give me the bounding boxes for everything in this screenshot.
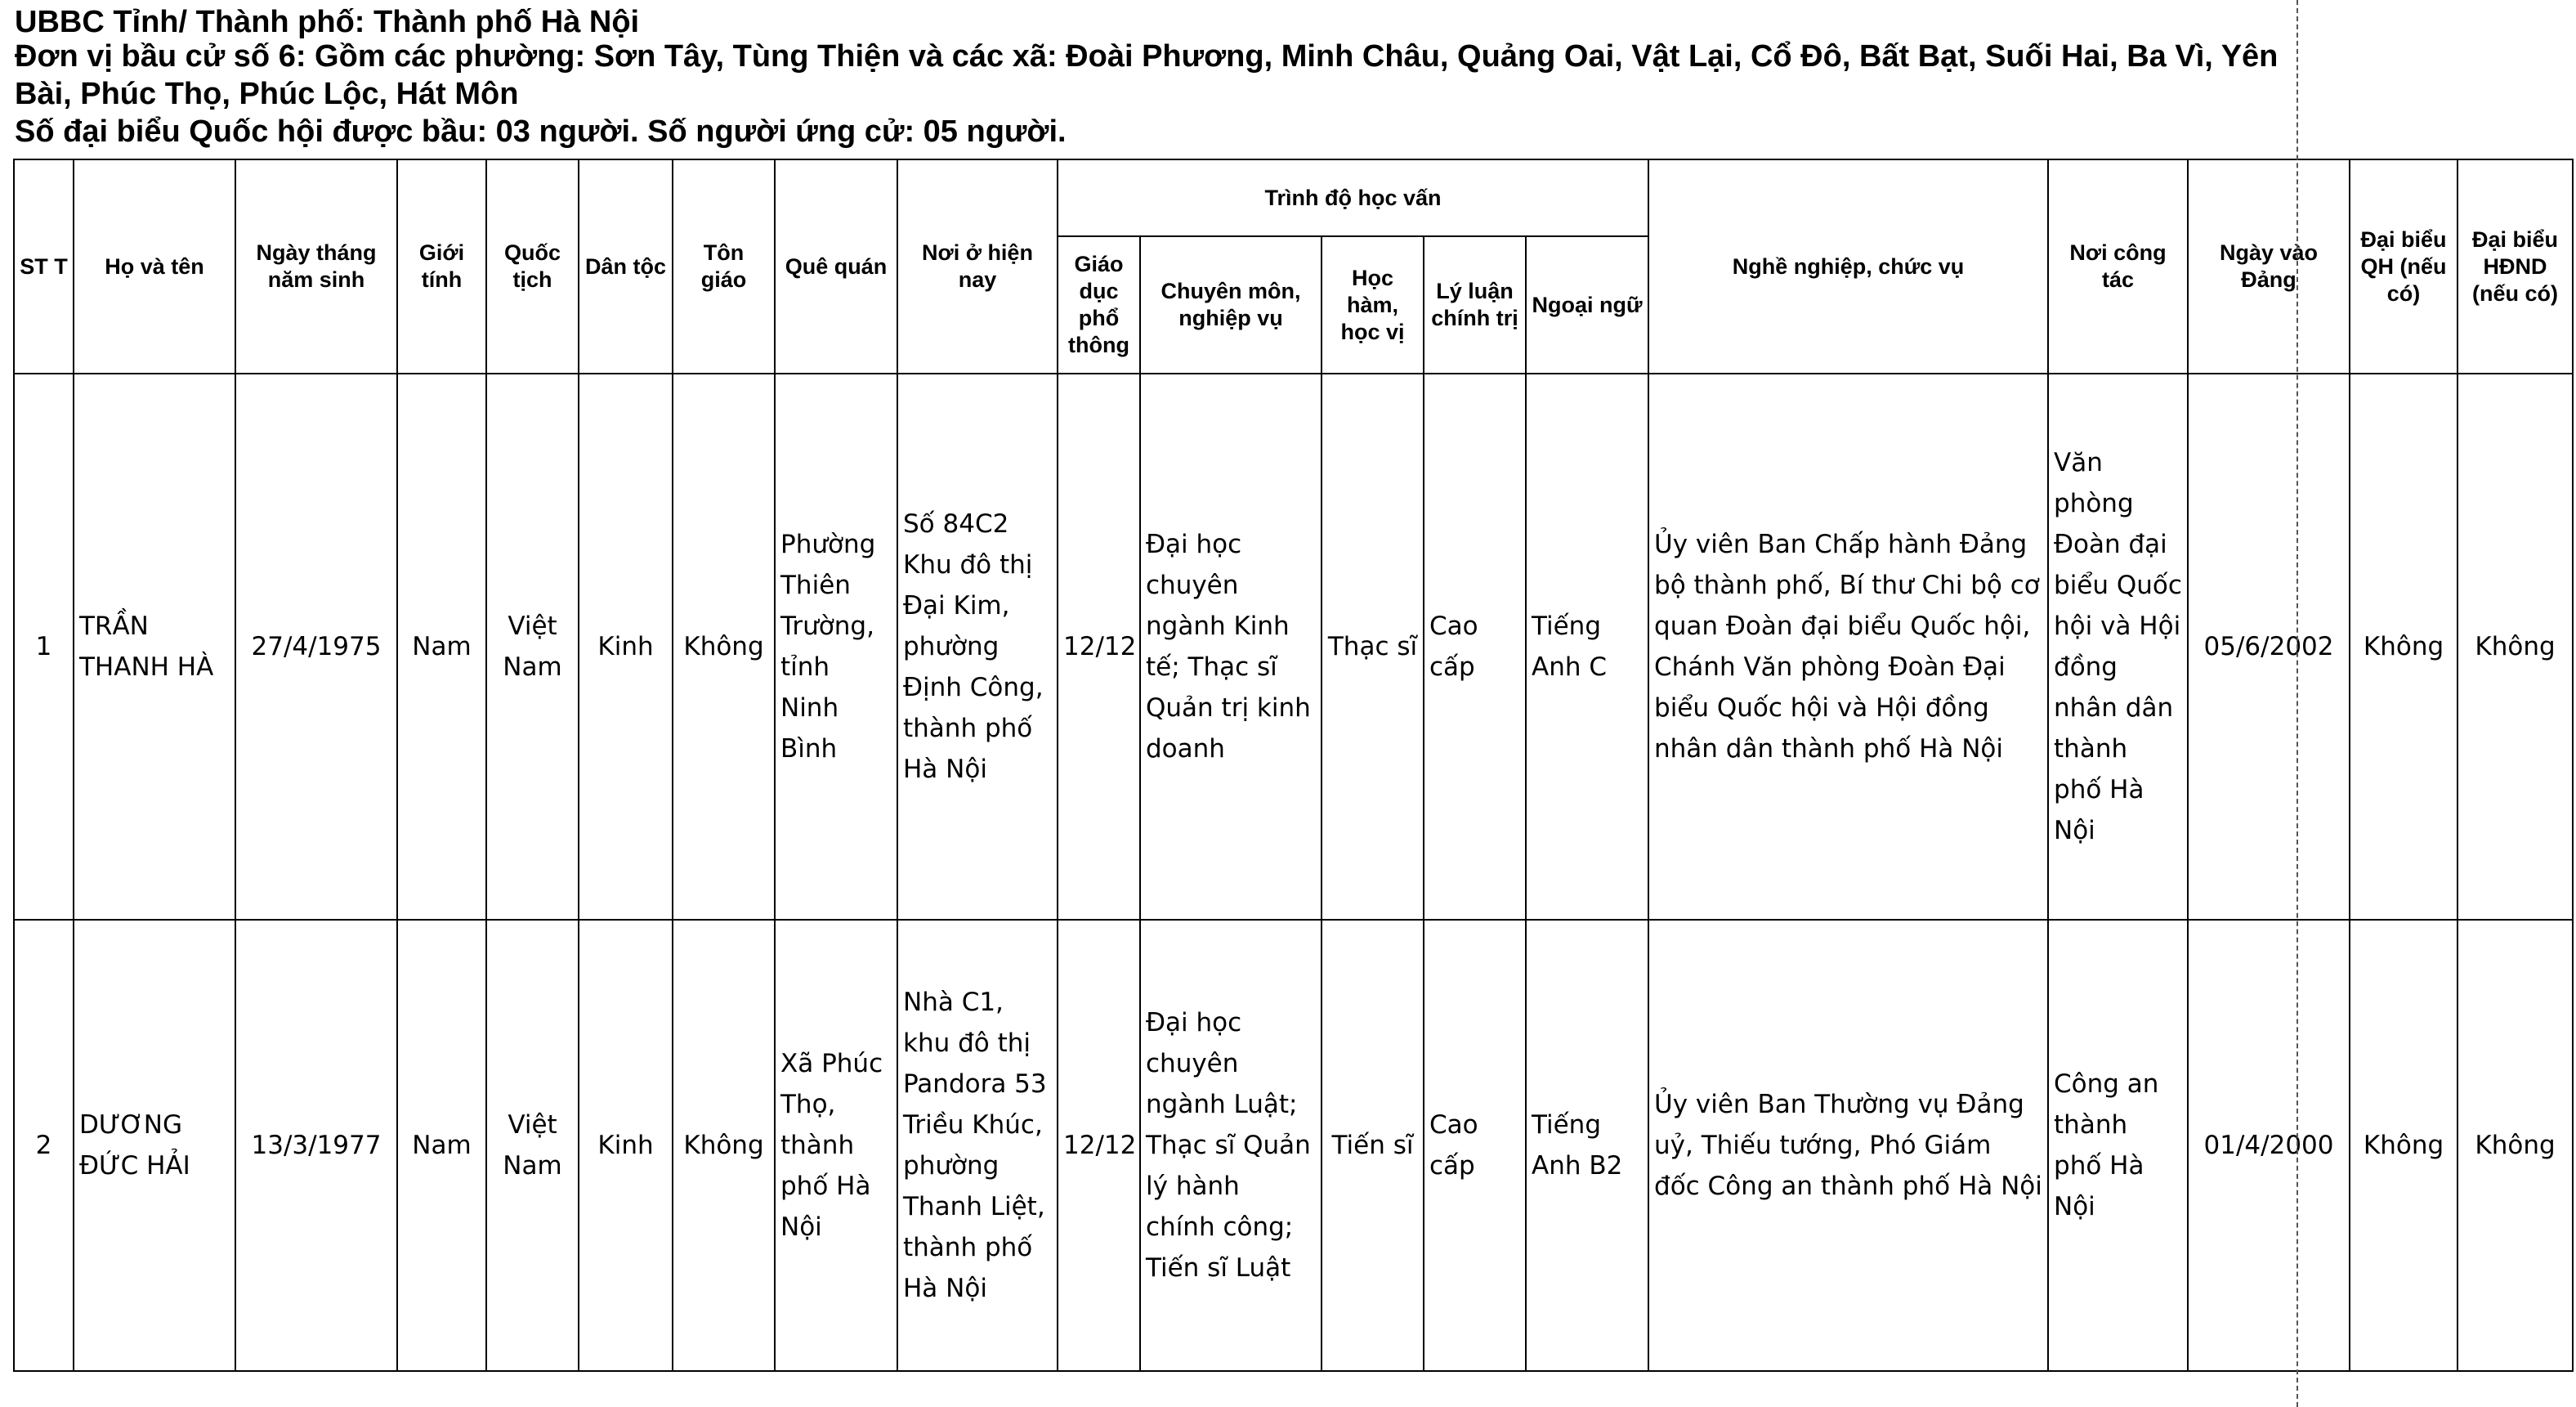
- cell-politics: Cao cấp: [1424, 920, 1526, 1371]
- candidate-table: [13, 159, 2574, 1372]
- cell-hometown: Xã Phúc Thọ, thành phố Hà Nội: [775, 920, 897, 1371]
- table-row: [14, 374, 2573, 920]
- col-header-occupation: Nghề nghiệp, chức vụ: [1648, 159, 2048, 374]
- cell-occupation: Ủy viên Ban Chấp hành Đảng bộ thành phố, Bí thư Chi bộ cơ quan Đoàn đại biểu Quốc hội, Chánh Văn phòng Đoàn Đại biểu Quốc hội và Hội đồng nhân dân thành phố Hà Nội: [1648, 374, 2048, 920]
- col-group-education: Trình độ học vấn: [1058, 159, 1648, 236]
- cell-name: DƯƠNG ĐỨC HẢI: [74, 920, 235, 1371]
- col-header-hometown: Quê quán: [775, 159, 897, 374]
- electoral-unit-description-cont: Bài, Phúc Thọ, Phúc Lộc, Hát Môn: [15, 77, 519, 111]
- col-header-name: Họ và tên: [74, 159, 235, 374]
- cell-general-edu: 12/12: [1058, 920, 1140, 1371]
- cell-workplace: Công an thành phố Hà Nội: [2048, 920, 2188, 1371]
- col-header-specialty: Chuyên môn, nghiệp vụ: [1140, 236, 1322, 374]
- col-header-gender: Giới tính: [397, 159, 486, 374]
- cell-residence: Nhà C1, khu đô thị Pandora 53 Triều Khúc, phường Thanh Liệt, thành phố Hà Nội: [897, 920, 1058, 1371]
- cell-stt: 1: [14, 374, 74, 920]
- col-header-party-date: Ngày vào Đảng: [2188, 159, 2350, 374]
- cell-language: Tiếng Anh B2: [1526, 920, 1648, 1371]
- cell-occupation: Ủy viên Ban Thường vụ Đảng uỷ, Thiếu tướng, Phó Giám đốc Công an thành phố Hà Nội: [1648, 920, 2048, 1371]
- header-row: [14, 159, 2573, 236]
- cell-degree: Thạc sĩ: [1322, 374, 1424, 920]
- cell-na-delegate: Không: [2350, 374, 2457, 920]
- col-header-nationality: Quốc tịch: [486, 159, 579, 374]
- cell-ethnicity: Kinh: [579, 920, 673, 1371]
- cell-council-delegate: Không: [2457, 374, 2573, 920]
- cell-nationality: Việt Nam: [486, 920, 579, 1371]
- cell-party-date: 01/4/2000: [2188, 920, 2350, 1371]
- cell-party-date: 05/6/2002: [2188, 374, 2350, 920]
- cell-name: TRẦN THANH HÀ: [74, 374, 235, 920]
- electoral-unit-description: Đơn vị bầu cử số 6: Gồm các phường: Sơn Tây, Tùng Thiện và các xã: Đoài Phương, Minh Châu, Quảng Oai, Vật Lại, Cổ Đô, Bất Bạt, Suối Hai, Ba Vì, Yên: [15, 39, 2279, 74]
- scan-fold-line: [2296, 0, 2298, 1407]
- col-header-residence: Nơi ở hiện nay: [897, 159, 1058, 374]
- cell-degree: Tiến sĩ: [1322, 920, 1424, 1371]
- cell-council-delegate: Không: [2457, 920, 2573, 1371]
- col-header-stt: ST T: [14, 159, 74, 374]
- cell-na-delegate: Không: [2350, 920, 2457, 1371]
- cell-specialty: Đại học chuyên ngành Kinh tế; Thạc sĩ Quản trị kinh doanh: [1140, 374, 1322, 920]
- cell-gender: Nam: [397, 374, 486, 920]
- col-header-council-delegate: Đại biểu HĐND (nếu có): [2457, 159, 2573, 374]
- cell-gender: Nam: [397, 920, 486, 1371]
- cell-workplace: Văn phòng Đoàn đại biểu Quốc hội và Hội đồng nhân dân thành phố Hà Nội: [2048, 374, 2188, 920]
- cell-religion: Không: [673, 374, 775, 920]
- col-header-religion: Tôn giáo: [673, 159, 775, 374]
- col-header-na-delegate: Đại biểu QH (nếu có): [2350, 159, 2457, 374]
- col-header-politics: Lý luận chính trị: [1424, 236, 1526, 374]
- electoral-committee-title: UBBC Tỉnh/ Thành phố: Thành phố Hà Nội: [15, 5, 640, 39]
- cell-dob: 13/3/1977: [235, 920, 397, 1371]
- cell-stt: 2: [14, 920, 74, 1371]
- cell-nationality: Việt Nam: [486, 374, 579, 920]
- cell-language: Tiếng Anh C: [1526, 374, 1648, 920]
- col-header-general-edu: Giáo dục phổ thông: [1058, 236, 1140, 374]
- seat-and-candidate-count: Số đại biểu Quốc hội được bầu: 03 người. Số người ứng cử: 05 người.: [15, 114, 1067, 149]
- col-header-degree: Học hàm, học vị: [1322, 236, 1424, 374]
- cell-dob: 27/4/1975: [235, 374, 397, 920]
- col-header-workplace: Nơi công tác: [2048, 159, 2188, 374]
- cell-politics: Cao cấp: [1424, 374, 1526, 920]
- cell-religion: Không: [673, 920, 775, 1371]
- cell-general-edu: 12/12: [1058, 374, 1140, 920]
- cell-ethnicity: Kinh: [579, 374, 673, 920]
- cell-specialty: Đại học chuyên ngành Luật; Thạc sĩ Quản lý hành chính công; Tiến sĩ Luật: [1140, 920, 1322, 1371]
- table-row: [14, 920, 2573, 1371]
- cell-hometown: Phường Thiên Trường, tỉnh Ninh Bình: [775, 374, 897, 920]
- cell-residence: Số 84C2 Khu đô thị Đại Kim, phường Định Công, thành phố Hà Nội: [897, 374, 1058, 920]
- col-header-language: Ngoại ngữ: [1526, 236, 1648, 374]
- col-header-dob: Ngày tháng năm sinh: [235, 159, 397, 374]
- col-header-ethnicity: Dân tộc: [579, 159, 673, 374]
